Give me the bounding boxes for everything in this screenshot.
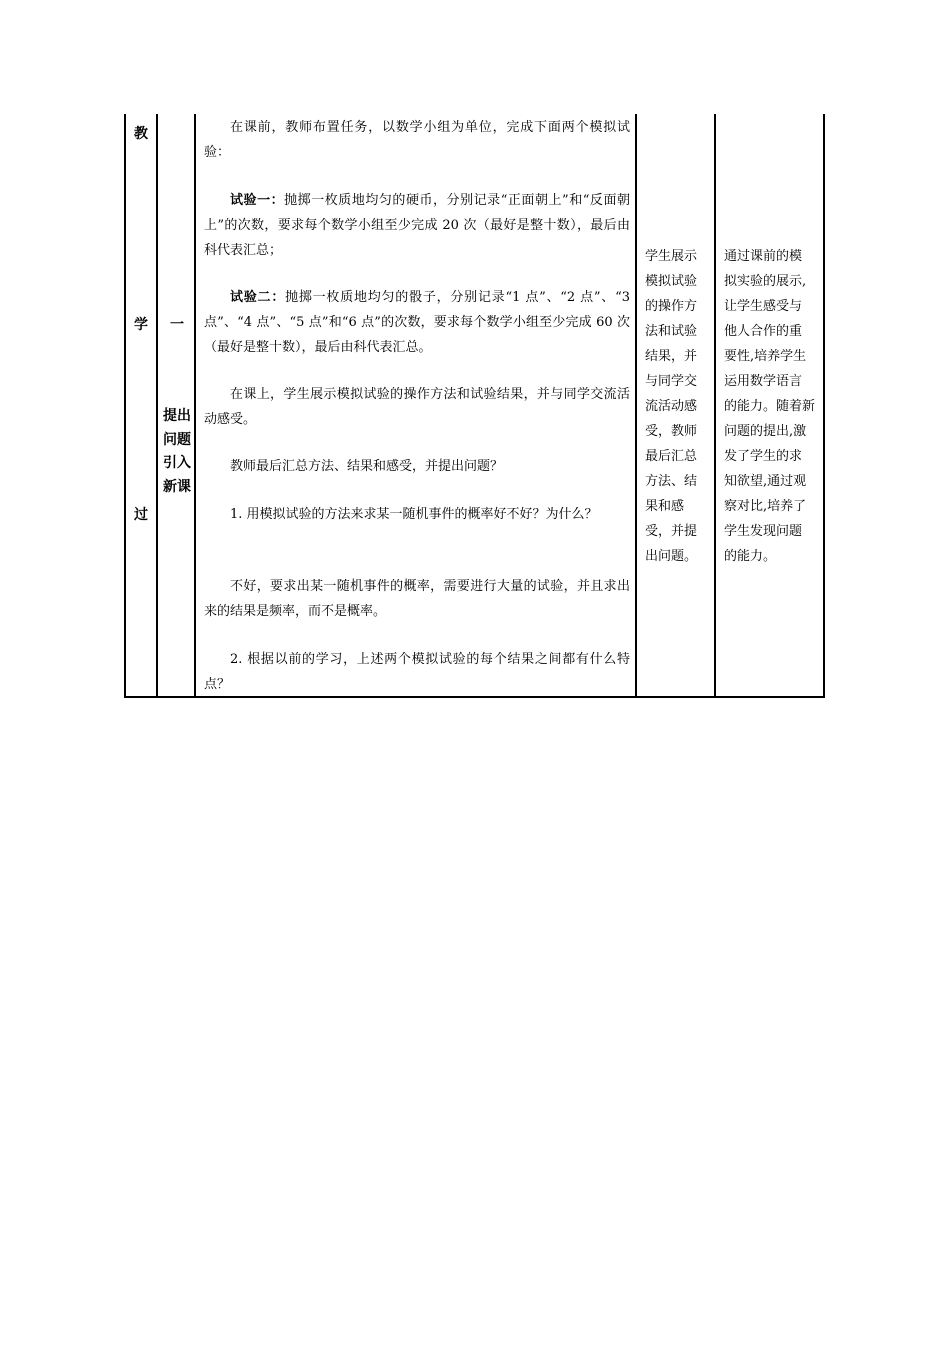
student-activity-line: 果和感 [645, 499, 685, 514]
student-activity-line: 出问题。 [645, 549, 698, 564]
design-intent-line: 发了学生的求 [724, 449, 803, 464]
paragraph-experiment-2 [204, 285, 630, 360]
table-border-left [124, 114, 126, 698]
design-intent-line: 学生发现问题 [724, 524, 803, 539]
experiment-2-text: 抛掷一枚质地均匀的骰子，分别记录“1 点”、“2 点”、“3 点”、“4 点”、“5 点”和“6 点”的次数，要求每个数学小组至少完成 60 次（最好是整十数），最后由科代表汇总。 [204, 290, 630, 355]
student-activity [645, 244, 707, 569]
design-intent-line: 的能力。随着新 [724, 399, 816, 414]
student-activity-line: 结果，并 [645, 349, 698, 364]
design-intent-line: 的能力。 [724, 549, 777, 564]
section-title [158, 405, 196, 499]
table-divider-4 [714, 114, 716, 698]
lesson-table [124, 114, 825, 698]
design-intent-line: 察对比,培养了 [724, 499, 807, 514]
paragraph-question-2: 2. 根据以前的学习，上述两个模拟试验的每个结果之间都有什么特点？ [204, 652, 630, 692]
student-activity-line: 的操作方 [645, 299, 698, 314]
student-activity-line: 流活动感 [645, 399, 698, 414]
design-intent-line: 知欲望,通过观 [724, 474, 807, 489]
student-activity-line: 受，并提 [645, 524, 698, 539]
section-title-line-4: 新课 [163, 478, 191, 495]
experiment-1-label: 试验一： [230, 193, 285, 208]
section-title-line-1: 提出 [163, 408, 191, 424]
student-activity-line: 最后汇总 [645, 449, 698, 464]
paragraph-experiment-1 [204, 188, 630, 263]
stage-char-2: 学 [134, 317, 148, 333]
design-intent-line: 拟实验的展示, [724, 274, 807, 289]
design-intent-line: 运用数学语言 [724, 374, 803, 389]
paragraph-question-1: 1. 用模拟试验的方法来求某一随机事件的概率好不好？为什么？ [230, 507, 598, 522]
paragraph-summary: 教师最后汇总方法、结果和感受，并提出问题？ [230, 459, 504, 474]
student-activity-line: 法和试验 [645, 324, 698, 339]
design-intent-line: 问题的提出,激 [724, 424, 807, 439]
experiment-2-label: 试验二： [230, 290, 286, 305]
experiment-1-text: 抛掷一枚质地均匀的硬币，分别记录“正面朝上”和“反面朝上”的次数，要求每个数学小组至少完成 20 次（最好是整十数），最后由科代表汇总； [204, 193, 630, 258]
student-activity-line: 模拟试验 [645, 274, 698, 289]
table-divider-3 [635, 114, 637, 698]
design-intent-line: 他人合作的重 [724, 324, 803, 339]
section-title-line-3: 引入 [163, 455, 191, 471]
stage-char-3: 过 [134, 507, 148, 523]
student-activity-line: 方法、结 [645, 474, 698, 489]
paragraph-answer-1: 不好，要求出某一随机事件的概率，需要进行大量的试验，并且求出来的结果是频率，而不是概率。 [204, 579, 630, 619]
design-intent-line: 让学生感受与 [724, 299, 803, 314]
design-intent [724, 244, 820, 569]
stage-char-1: 教 [134, 126, 148, 142]
section-title-line-2: 问题 [163, 431, 191, 448]
paragraph-in-class: 在课上，学生展示模拟试验的操作方法和试验结果，并与同学交流活动感受。 [204, 387, 630, 427]
student-activity-line: 受，教师 [645, 424, 698, 439]
design-intent-line: 通过课前的模 [724, 249, 803, 264]
design-intent-line: 要性,培养学生 [724, 349, 807, 364]
paragraph-intro: 在课前，教师布置任务，以数学小组为单位，完成下面两个模拟试验： [204, 120, 630, 160]
student-activity-line: 与同学交 [645, 374, 698, 389]
table-border-right [823, 114, 825, 698]
section-number: 一 [170, 317, 184, 333]
student-activity-line: 学生展示 [645, 249, 698, 264]
